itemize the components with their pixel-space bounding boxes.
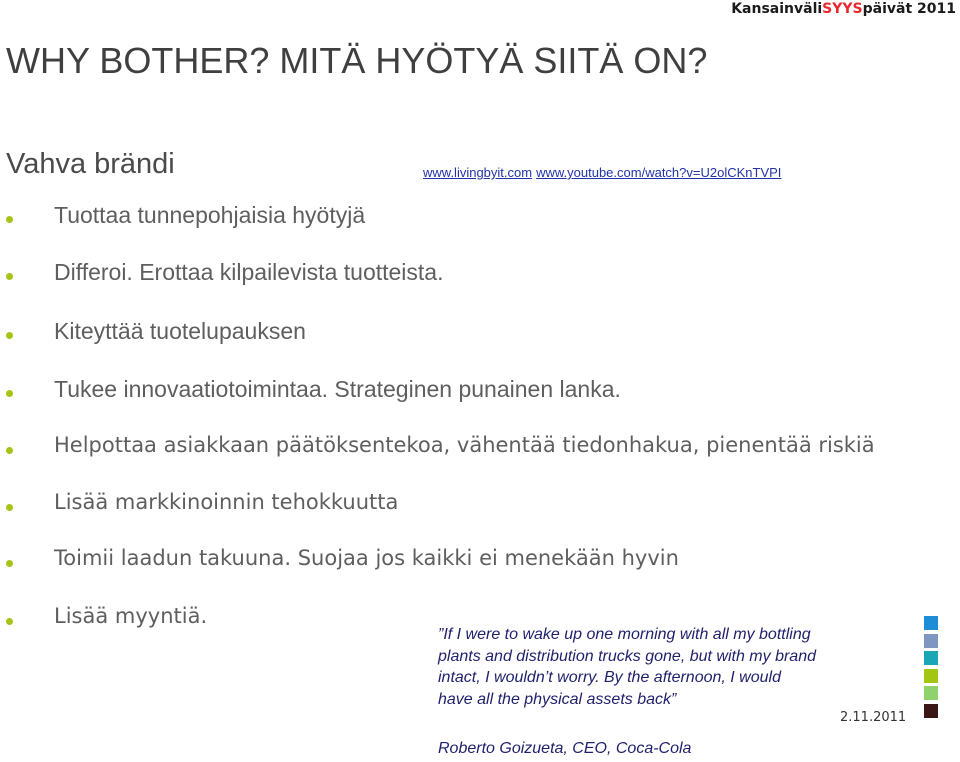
bullet-text: Tukee innovaatiotoimintaa. Strateginen punainen lanka. — [54, 376, 621, 402]
event-brand — [731, 1, 956, 17]
square-dark-brown — [924, 704, 938, 718]
link-livingbyit[interactable]: www.livingbyit.com — [423, 165, 533, 180]
square-blue — [924, 616, 938, 630]
bullet-text: Lisää markkinoinnin tehokkuutta — [54, 490, 399, 514]
bullet-text: Tuottaa tunnepohjaisia hyötyjä — [54, 202, 366, 228]
square-teal — [924, 651, 938, 665]
bullet-dot-icon — [6, 447, 13, 454]
brand-highlight: SYYS — [822, 1, 863, 17]
bullet-dot-icon — [6, 390, 13, 397]
slide-subtitle: Vahva brändi — [6, 148, 175, 180]
square-lime — [924, 669, 938, 683]
bullet-dot-icon — [6, 273, 13, 280]
bullet-text: Kiteyttää tuotelupauksen — [54, 318, 306, 344]
quote-attribution: Roberto Goizueta, CEO, Coca-Cola — [438, 740, 692, 757]
bullet-text: Differoi. Erottaa kilpailevista tuotteista. — [54, 259, 444, 285]
bullet-text: Toimii laadun takuuna. Suojaa jos kaikki ei menekään hyvin — [54, 546, 679, 570]
bullet-dot-icon — [6, 618, 13, 625]
square-slate — [924, 634, 938, 648]
link-youtube[interactable]: www.youtube.com/watch?v=U2olCKnTVPI — [536, 165, 782, 180]
reference-links — [423, 165, 781, 180]
bullet-text: Helpottaa asiakkaan päätöksentekoa, vähentää tiedonhakua, pienentää riskiä — [54, 433, 875, 457]
brand-quote: ”If I were to wake up one morning with all my bottling plants and distribution trucks gone, but with my brand intact, I wouldn’t worry. By the afternoon, I would have all the physical assets back” — [438, 626, 816, 708]
bullet-text: Lisää myyntiä. — [54, 604, 208, 628]
bullet-dot-icon — [6, 332, 13, 339]
decorative-squares — [924, 616, 939, 722]
slide-title: WHY BOTHER? MITÄ HYÖTYÄ SIITÄ ON? — [6, 40, 708, 81]
brand-prefix: Kansainväli — [731, 1, 823, 17]
slide-date: 2.11.2011 — [840, 710, 907, 725]
brand-suffix: päivät 2011 — [862, 1, 956, 17]
bullet-dot-icon — [6, 504, 13, 511]
bullet-dot-icon — [6, 560, 13, 567]
bullet-dot-icon — [6, 216, 13, 223]
square-light-green — [924, 686, 938, 700]
